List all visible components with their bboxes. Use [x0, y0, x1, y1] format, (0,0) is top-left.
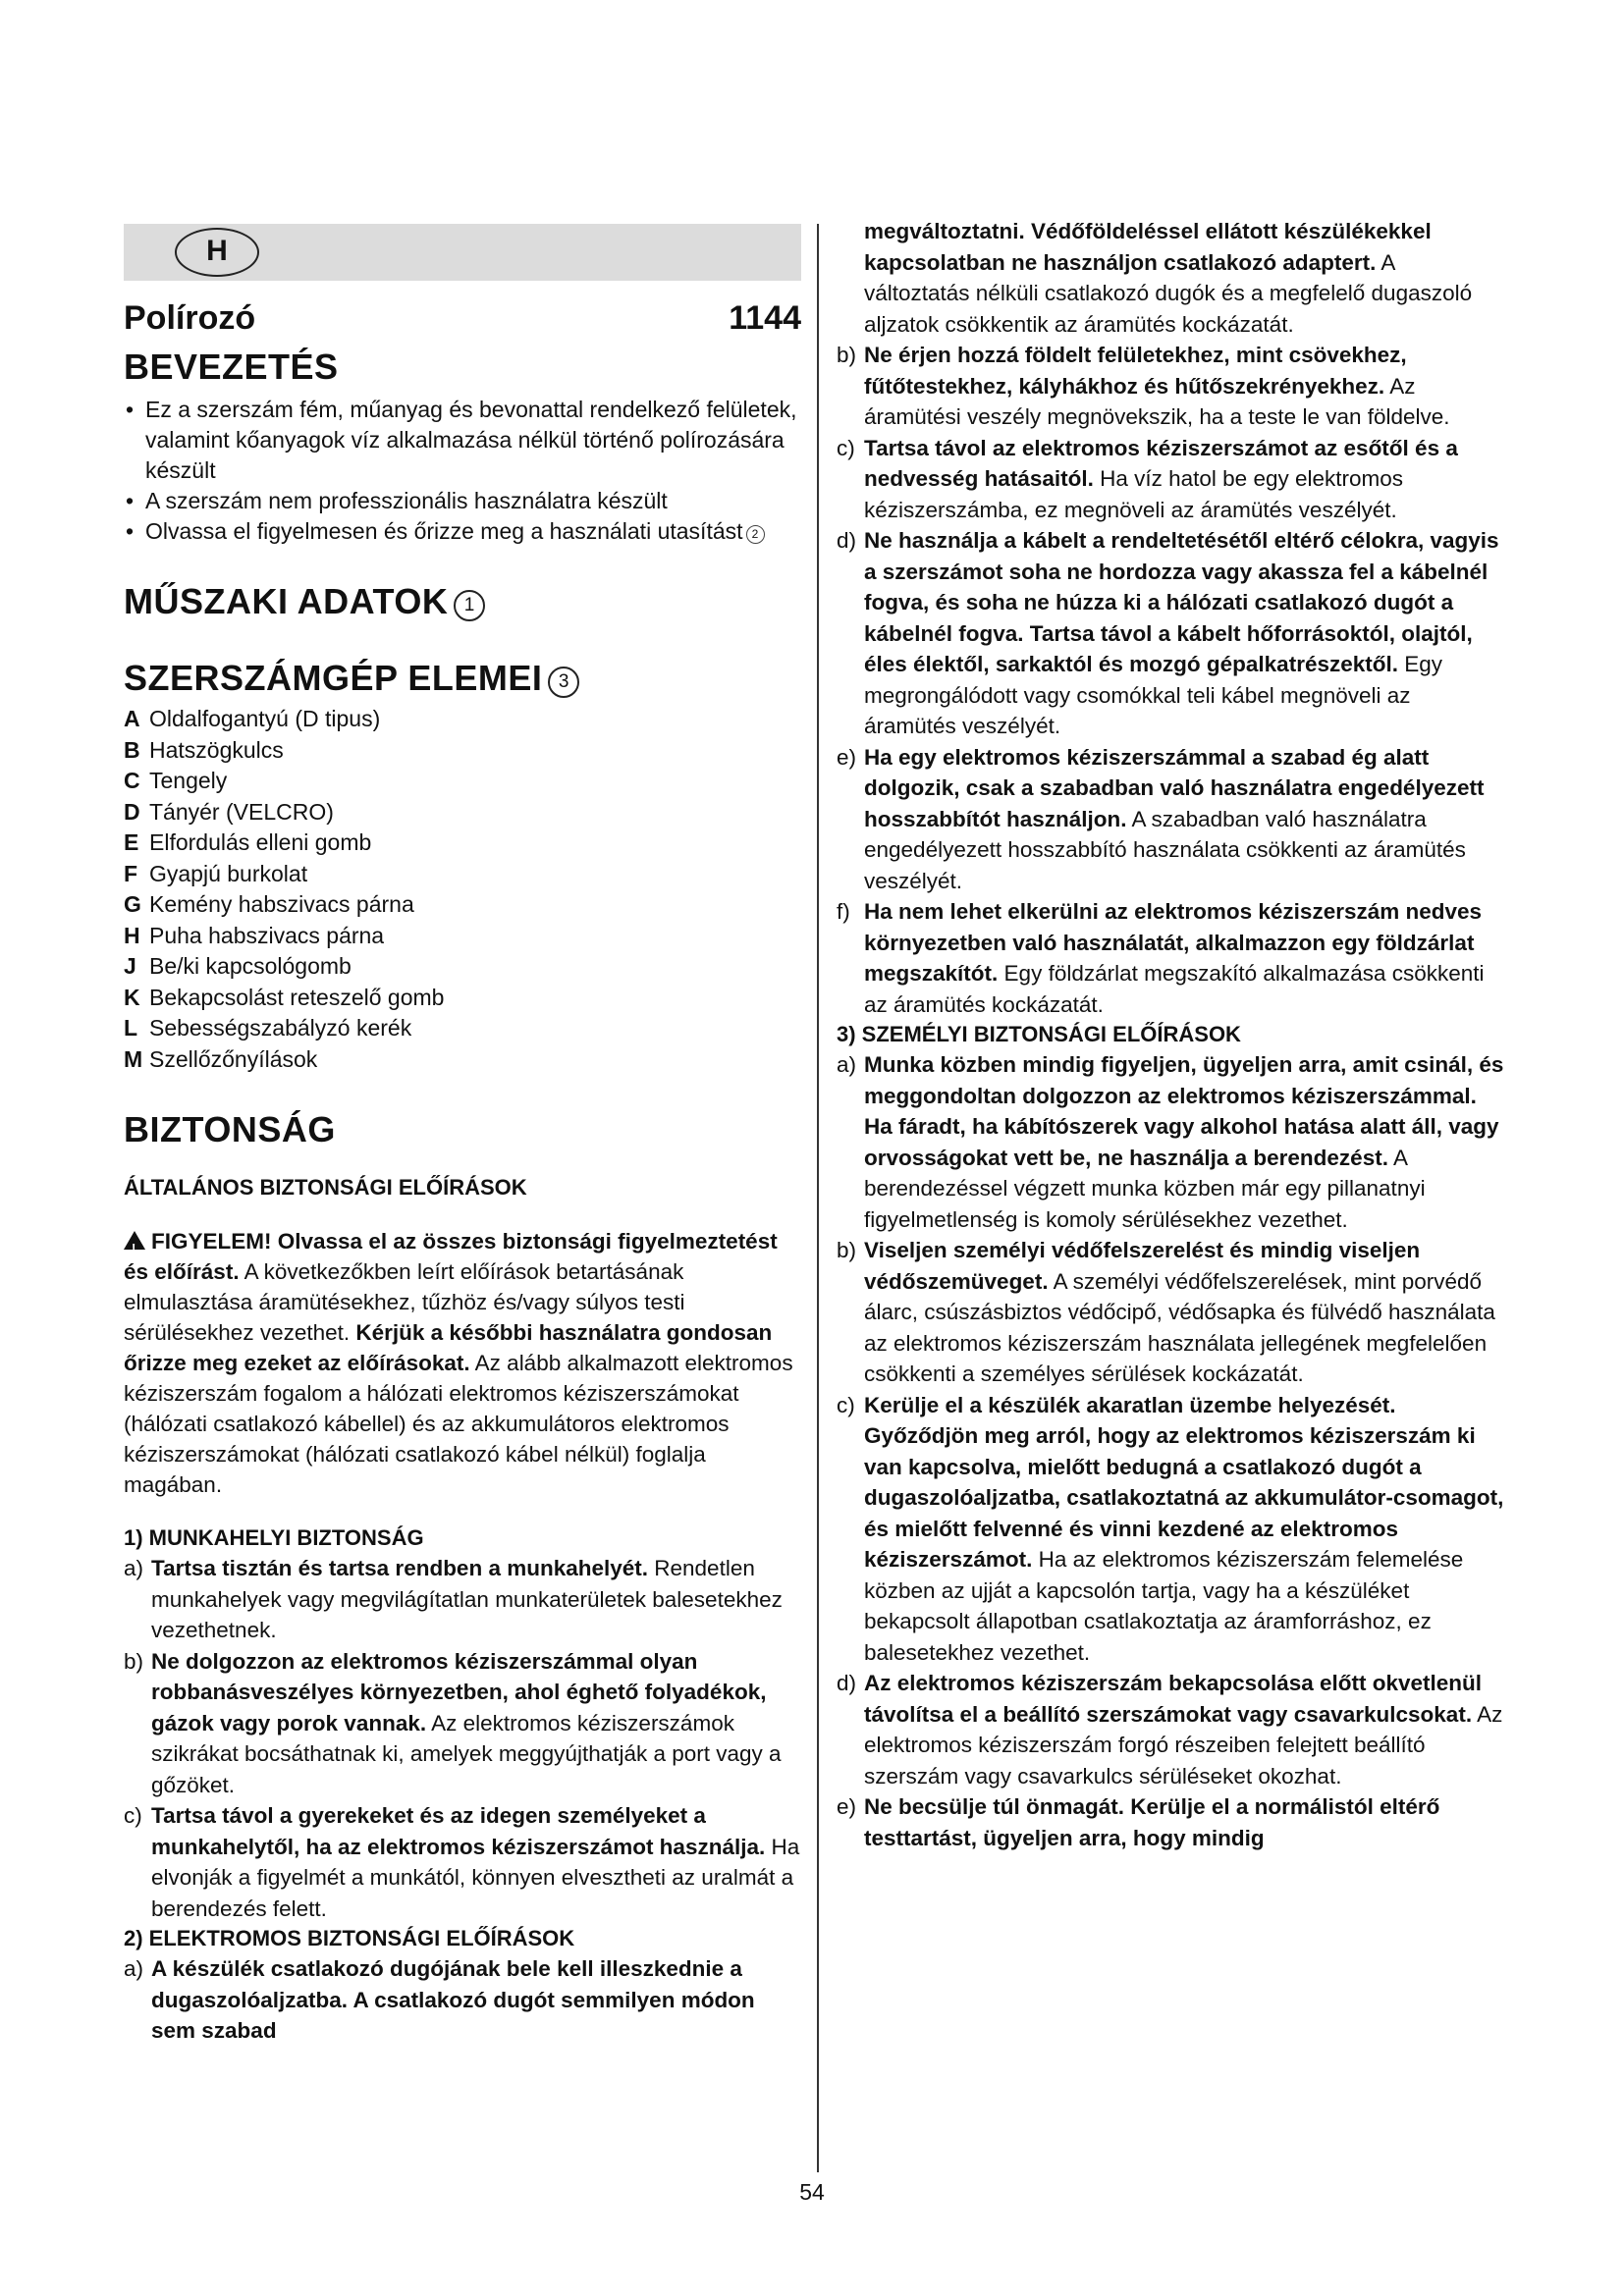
- rule-item: b) Viseljen személyi védőfelszerelést és mindig viseljen védőszemüveget. A személyi védőfelszerelések, mint porvédő álarc, csúszásbiztos védőcipő, védősapka és fülvédő használata az elektromos kéziszerszám használata jellegének megfelelően csökkenti a személyes sérülések kockázatát.: [837, 1238, 1495, 1386]
- rule-item: a) Munka közben mindig figyeljen, ügyeljen arra, amit csinál, és meggondoltan dolgozzon az elektromos kéziszerszámmal. Ha fáradt, ha kábítószerek vagy alkohol hatása alatt áll, vagy orvosságokat vett be, ne használja a berendezést. A berendezéssel végzett munka közben már egy pillanatnyi figyelmetlenség is komoly sérülésekhez vezethet.: [837, 1052, 1504, 1232]
- part-item: K Bekapcsolást reteszelő gomb: [124, 984, 445, 1010]
- right-column: [837, 216, 1504, 1853]
- part-item: E Elfordulás elleni gomb: [124, 829, 372, 855]
- safety-heading: BIZTONSÁG: [124, 1109, 336, 1149]
- rule-item: b) Ne dolgozzon az elektromos kéziszerszámmal olyan robbanásveszélyes környezetben, ahol éghető folyadékok, gázok vagy porok vannak. Az elektromos kéziszerszámok szikrákat bocsáthatnak ki, amelyek meggyújthatják a port vagy a gőzöket.: [124, 1648, 782, 1797]
- tech-data-heading: MŰSZAKI ADATOK 1: [124, 580, 801, 623]
- column-divider: [817, 224, 819, 2172]
- rule-item: a) Tartsa tisztán és tartsa rendben a munkahelyét. Rendetlen munkahelyek vagy megvilágítatlan munkaterületek balesetekhez vezethetnek.: [124, 1556, 783, 1642]
- rule-item: f) Ha nem lehet elkerülni az elektromos kéziszerszám nedves környezetben való használatát, alkalmazzon egy földzárlat megszakítót. Egy földzárlat megszakító alkalmazása csökkenti az áramütés kockázatát.: [837, 899, 1485, 1017]
- warning-paragraph: !FIGYELEM! Olvassa el az összes biztonsági figyelmeztetést és előírást. A következőkben leírt előírások betartásának elmulasztása áramütésekhez, tűzhöz és/vagy súlyos testi sérülésekhez vezethet. Kérjük a későbbi használatra gondosan őrizze meg ezeket az előírásokat. Az alább alkalmazott elektromos kéziszerszám fogalom a hálózati elektromos kéziszerszámokat (hálózati csatlakozó kábellel) és az akkumulátoros elektromos kéziszerszámokat (hálózati csatlakozó kábel nélkül) foglalja magában.: [124, 1226, 801, 1500]
- intro-heading: BEVEZETÉS: [124, 347, 339, 387]
- rule-item: d) Az elektromos kéziszerszám bekapcsolása előtt okvetlenül távolítsa el a beállító szerszámokat vagy csavarkulcsokat. Az elektromos kéziszerszám forgó részeiben felejtett beállító szerszám vagy csavarkulcs sérüléseket okozhat.: [837, 1671, 1503, 1789]
- rule-item: c) Tartsa távol a gyerekeket és az idegen személyeket a munkahelytől, ha az elektromos kéziszerszámot használja. Ha elvonják a figyelmét a munkától, könnyen elvesztheti az uralmát a berendezés felett.: [124, 1803, 800, 1921]
- figure-ref: 2: [746, 525, 765, 544]
- part-item: L Sebességszabályzó kerék: [124, 1015, 412, 1041]
- part-item: G Kemény habszivacs párna: [124, 891, 414, 917]
- page-number: 54: [799, 2179, 825, 2205]
- rule-item: e) Ne becsülje túl önmagát. Kerülje el a normálistól eltérő testtartást, ügyeljen arra, hogy mindig: [837, 1794, 1440, 1850]
- part-item: M Szellőzőnyílások: [124, 1045, 318, 1072]
- part-item: D Tányér (VELCRO): [124, 798, 334, 825]
- rule-item: b) Ne érjen hozzá földelt felületekhez, mint csövekhez, fűtőtestekhez, kályhákhoz és hűtőszekrényekhez. Az áramütési veszély megnövekszik, ha a teste le van földelve.: [837, 343, 1450, 429]
- part-item: C Tengely: [124, 768, 228, 793]
- intro-bullets: [124, 395, 801, 547]
- general-safety-heading: ÁLTALÁNOS BIZTONSÁGI ELŐÍRÁSOK: [124, 1175, 527, 1200]
- left-column: [124, 224, 801, 2047]
- language-header-bar: [124, 224, 801, 281]
- figure-ref: 1: [454, 590, 485, 621]
- section3-list: [837, 1049, 1504, 1853]
- figure-ref: 3: [548, 667, 579, 698]
- section2-heading: 2) ELEKTROMOS BIZTONSÁGI ELŐÍRÁSOK: [124, 1926, 575, 1950]
- product-title-row: [124, 298, 801, 338]
- elements-heading: SZERSZÁMGÉP ELEMEI 3: [124, 657, 801, 700]
- rule-item: c) Tartsa távol az elektromos kéziszerszámot az esőtől és a nedvesség hatásaitól. Ha víz hatol be egy elektromos kéziszerszámba, ez megnöveli az áramütés veszélyét.: [837, 435, 1458, 522]
- rule-item: d) Ne használja a kábelt a rendeltetésétől eltérő célokra, vagyis a szerszámot soha ne hordozza vagy akassza fel a kábelnél fogva, és soha ne húzza ki a hálózati csatlakozó dugót a kábelnél fogva. Tartsa távol a kábelt hőforrásoktól, olajtól, éles élektől, sarkaktól és mozgó gépalkatrészektől. Egy megrongálódott vagy csomókkal teli kábel megnöveli az áramütés veszélyét.: [837, 528, 1499, 738]
- parts-list: [124, 704, 801, 1075]
- product-model: 1144: [729, 299, 801, 337]
- product-name: Polírozó: [124, 299, 256, 337]
- warning-icon: [124, 1231, 145, 1250]
- part-item: J Be/ki kapcsológomb: [124, 953, 352, 979]
- section1-heading: 1) MUNKAHELYI BIZTONSÁG: [124, 1525, 424, 1550]
- language-code-badge: H: [175, 228, 259, 277]
- rule-item: a) A készülék csatlakozó dugójának bele kell illeszkednie a dugaszolóaljzatba. A csatlakozó dugót semmilyen módon sem szabad: [124, 1956, 755, 2043]
- part-item: H Puha habszivacs párna: [124, 922, 385, 948]
- intro-bullet: • A szerszám nem professzionális használatra készült: [124, 486, 801, 516]
- intro-bullet: • Olvassa el figyelmesen és őrizze meg a használati utasítást 2: [124, 516, 801, 547]
- rule-item: c) Kerülje el a készülék akaratlan üzembe helyezését. Győződjön meg arról, hogy az elektromos kéziszerszám ki van kapcsolva, mielőtt bedugná a csatlakozó dugót a dugaszolóaljzatba, csatlakoztatná az akkumulátor-csomagot, és mielőtt felvenné és vinni kezdené az elektromos kéziszerszámot. Ha az elektromos kéziszerszám felemelése közben az ujját a kapcsolón tartja, vagy ha a készüléket bekapcsolt állapotban csatlakoztatja az áramforráshoz, ez balesetekhez vezethet.: [837, 1392, 1504, 1665]
- part-item: A Oldalfogantyú (D tipus): [124, 706, 381, 731]
- section2-list: [837, 340, 1504, 1020]
- section1-list: [124, 1553, 801, 1924]
- part-item: F Gyapjú burkolat: [124, 860, 308, 886]
- rule-item: e) Ha egy elektromos kéziszerszámmal a szabad ég alatt dolgozik, csak a szabadban való használatra engedélyezett hosszabbítót használjon. A szabadban való használatra engedélyezett hosszabbító használata csökkenti az áramütés veszélyét.: [837, 744, 1485, 893]
- section3-heading: 3) SZEMÉLYI BIZTONSÁGI ELŐÍRÁSOK: [837, 1022, 1241, 1046]
- rule-item-continued: megváltoztatni. Védőföldeléssel ellátott készülékekkel kapcsolatban ne használjon csatlakozó adaptert. A változtatás nélküli csatlakozó dugók és a megfelelő dugaszoló aljzatok csökkentik az áramütés kockázatát.: [864, 219, 1473, 337]
- intro-bullet: • Ez a szerszám fém, műanyag és bevonattal rendelkező felületek, valamint kőanyagok víz alkalmazása nélkül történő polírozására készült: [124, 395, 801, 486]
- part-item: B Hatszögkulcs: [124, 736, 284, 763]
